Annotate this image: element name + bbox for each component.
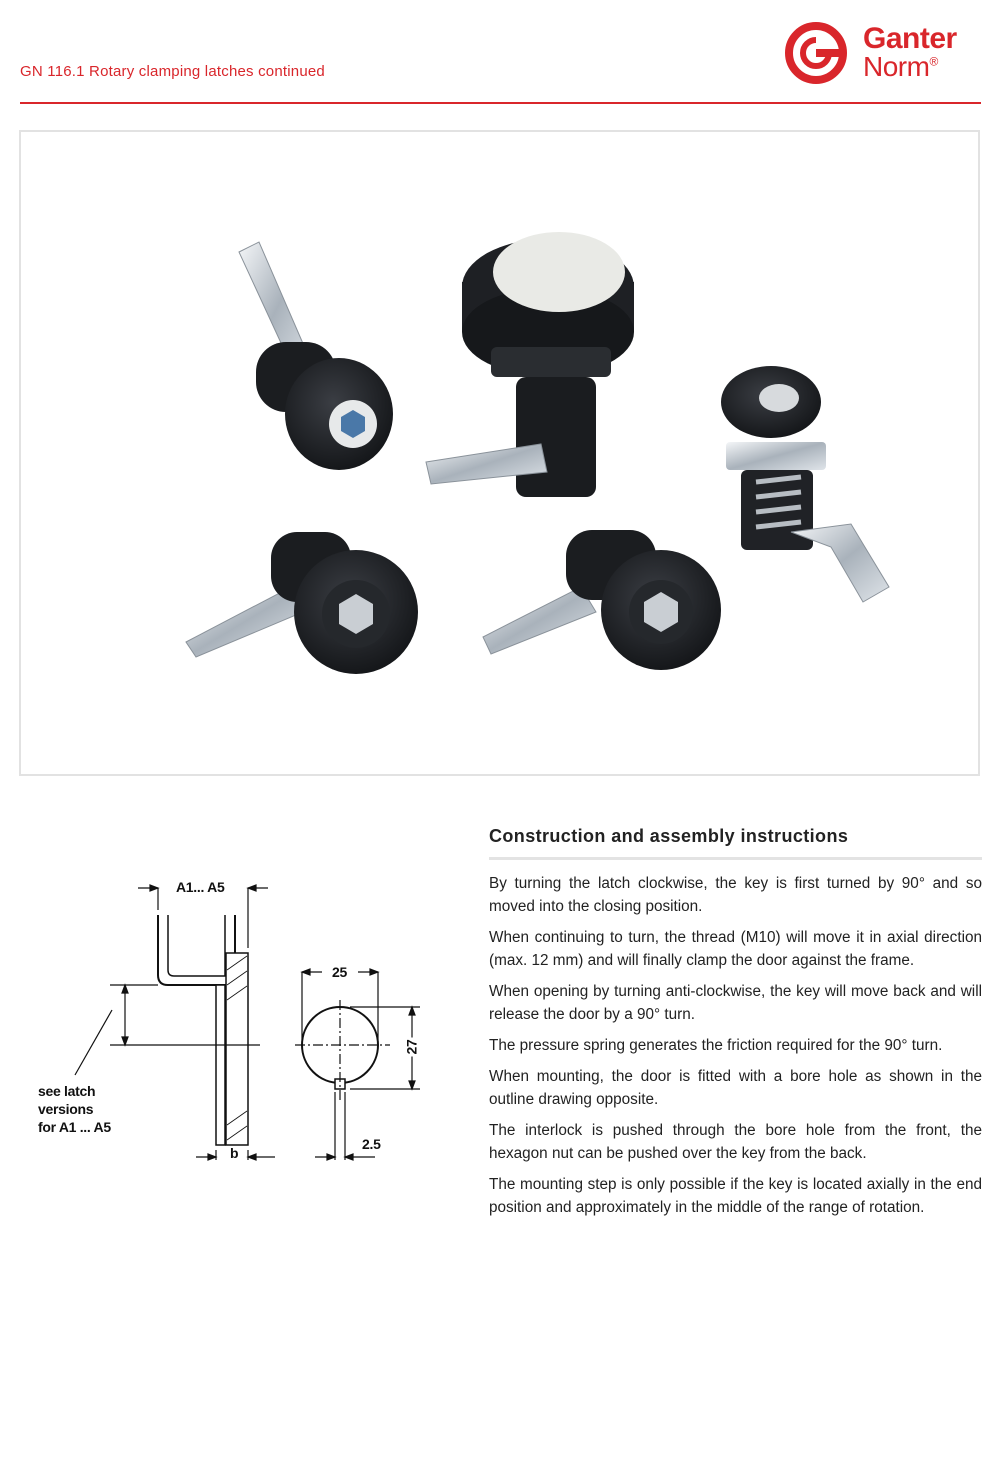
logo-text-ganter: Ganter: [863, 22, 957, 55]
paragraph: The pressure spring generates the friction required for the 90° turn.: [489, 1037, 943, 1054]
paragraph: When mounting, the door is fitted with a bore hole as shown in the outline drawing opposite.: [489, 1068, 982, 1108]
section-title: Construction and assembly instructions: [489, 826, 849, 846]
dim-label-27: 27: [403, 1039, 420, 1055]
paragraph: By turning the latch clockwise, the key is first turned by 90° and so moved into the closing position.: [489, 875, 982, 915]
latch-product-2: [426, 232, 634, 497]
dim-label-25: 25: [332, 964, 347, 980]
header-divider: [20, 102, 981, 104]
latch-product-1: [239, 242, 393, 470]
paragraph: When opening by turning anti-clockwise, the key will move back and will release the door by a 90° turn.: [489, 983, 982, 1023]
paragraph: When continuing to turn, the thread (M10) will move it in axial direction (max. 12 mm) and will finally clamp the door against the frame.: [489, 929, 982, 969]
latch-product-3: [721, 366, 889, 602]
paragraph: The interlock is pushed through the bore hole from the front, the hexagon nut can be pushed over the key from the back.: [489, 1122, 982, 1162]
instructions-text: [489, 872, 982, 1227]
section-divider: [489, 857, 982, 860]
latch-product-5: [483, 530, 721, 670]
paragraph: The mounting step is only possible if the key is located axially in the end position and approximately in the middle of the range of rotation.: [489, 1176, 982, 1216]
dim-label-b: b: [230, 1145, 239, 1161]
latch-versions-note: see latch versions for A1 ... A5: [38, 1083, 111, 1135]
ganter-norm-logo: [785, 22, 985, 84]
ganter-logo-mark-icon: [785, 22, 861, 84]
latch-product-4: [186, 532, 418, 674]
dim-label-2-5: 2.5: [362, 1136, 381, 1152]
product-photo-frame: [19, 130, 980, 776]
logo-text-norm: Norm®: [863, 51, 938, 82]
outline-drawing: [30, 860, 450, 1180]
registered-mark: ®: [929, 54, 938, 69]
dim-label-a1-a5: A1... A5: [173, 878, 227, 896]
product-photo-illustration: [21, 132, 978, 774]
page-header-title: GN 116.1 Rotary clamping latches continued: [20, 63, 325, 80]
